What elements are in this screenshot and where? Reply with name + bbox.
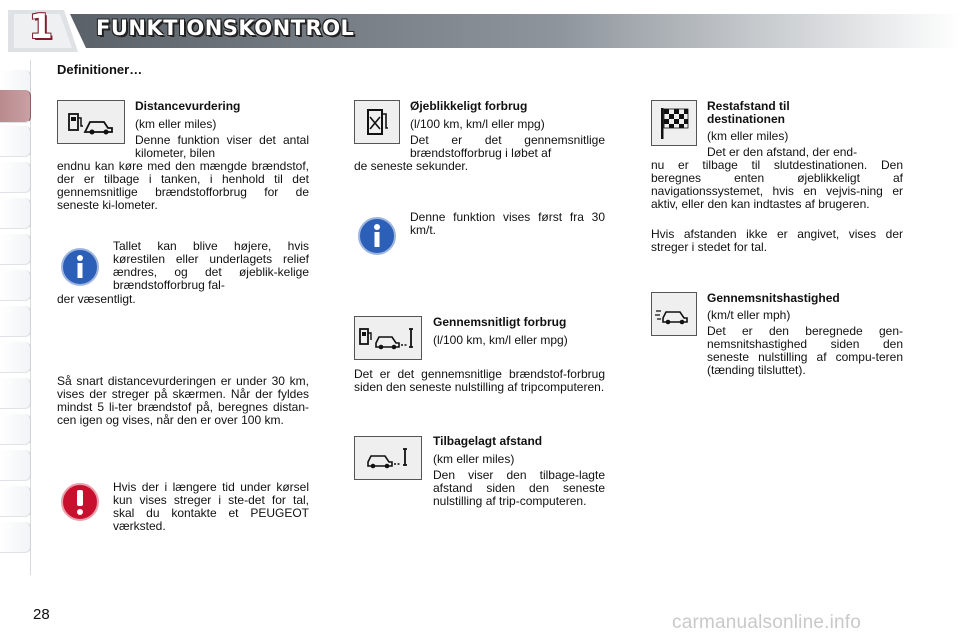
instant-text-b: de seneste sekunder. [354,159,469,173]
travelled-text: Den viser den tilbage-lagte afstand siden den seneste nulstilling af trip-computeren. [433,468,605,508]
chapter-tab[interactable] [0,162,31,193]
info-icon [357,216,397,261]
warning-note-text: Hvis der i længere tid under kørsel kun vises streger i ste-det for tal, skal du kontakte et PEUGEOT værksted. [113,480,309,533]
info-note-speed-text: Denne funktion vises først fra 30 km/t. [410,210,605,237]
instant-unit: (l/100 km, km/l eller mpg) [410,117,545,131]
chapter-tab[interactable] [0,378,31,409]
below-30-paragraph: Så snart distancevurderingen er under 30 km, vises der streger på skærmen. Når der fyldes mindst 5 li-ter brændstof på, beregnes distan-cen igen og vises, når den er over 100 km. [57,374,309,427]
fuel-car-distance-icon [354,316,422,360]
section-title: Definitioner… [57,62,143,77]
instant-heading: Øjeblikkeligt forbrug [410,99,528,113]
chapter-tab[interactable] [0,234,31,265]
car-distance-icon [354,436,422,480]
info-note-text-b: der væsentligt. [57,292,136,306]
travelled-heading: Tilbagelagt afstand [433,434,543,448]
travelled-unit: (km eller miles) [433,452,515,466]
distance-text-b: endnu kan køre med den mængde brændstof, der er tilbage i tanken, i henhold til det gennemsnitlige brændstofforbrug for de seneste ki-lometer. [57,159,309,212]
remaining-text-b: nu er tilbage til slutdestinationen. Den beregnes enten øjeblikkeligt af navigationssystemet, hvis en vejvis-ning er aktiv, eller den kan indtastes af brugeren. [651,158,903,211]
checkered-flag-icon [651,100,697,146]
chapter-tab[interactable] [0,126,31,157]
speed-text: Det er den beregnede gen-nemsnitshastighed siden den seneste nulstilling af compu-teren (tænding tilsluttet). [707,324,903,377]
info-note-text-a: Tallet kan blive højere, hvis kørestilen eller underlagets relief ændres, og det øjeblik-kelige brændstofforbrug fal- [113,239,309,292]
distance-unit: (km eller miles) [135,117,217,131]
chapter-tab[interactable] [0,342,31,373]
info-icon [60,247,100,292]
chapter-number: 1 [29,7,53,47]
chapter-tab[interactable] [0,414,31,445]
chapter-tab[interactable] [0,486,31,517]
average-text: Det er det gennemsnitlige brændstof-forbrug siden den seneste nulstilling af tripcomputeren. [354,367,605,394]
watermark: carmanualsonline.info [672,612,862,633]
distance-heading: Distancevurdering [135,99,241,113]
chapter-tab-active[interactable] [0,90,31,123]
chapter-tab[interactable] [0,450,31,481]
chapter-tab[interactable] [0,270,31,301]
page-number: 28 [33,606,50,623]
average-unit: (l/100 km, km/l eller mpg) [433,333,568,347]
remaining-heading: Restafstand til destinationen [707,99,790,126]
remaining-text-c: Hvis afstanden ikke er angivet, vises der streger i stedet for tal. [651,227,903,254]
fuel-pump-icon [354,100,400,144]
speed-heading: Gennemsnitshastighed [707,291,840,305]
chapter-tab[interactable] [0,522,31,553]
average-heading: Gennemsnitligt forbrug [433,315,567,329]
remaining-text-a: Det er den afstand, der end- [707,145,858,159]
remaining-unit: (km eller miles) [707,129,789,143]
chapter-tab[interactable] [0,198,31,229]
car-speed-icon [651,292,697,336]
chapter-tab[interactable] [0,306,31,337]
instant-text-a: Det er det gennemsnitlige brændstofforbrug i løbet af [410,133,605,160]
fuel-pump-car-icon [57,100,125,144]
speed-unit: (km/t eller mph) [707,308,791,322]
warning-icon [60,482,100,527]
chapter-title: FUNKTIONSKONTROL [96,16,355,40]
distance-text-a: Denne funktion viser det antal kilometer, bilen [135,133,309,160]
